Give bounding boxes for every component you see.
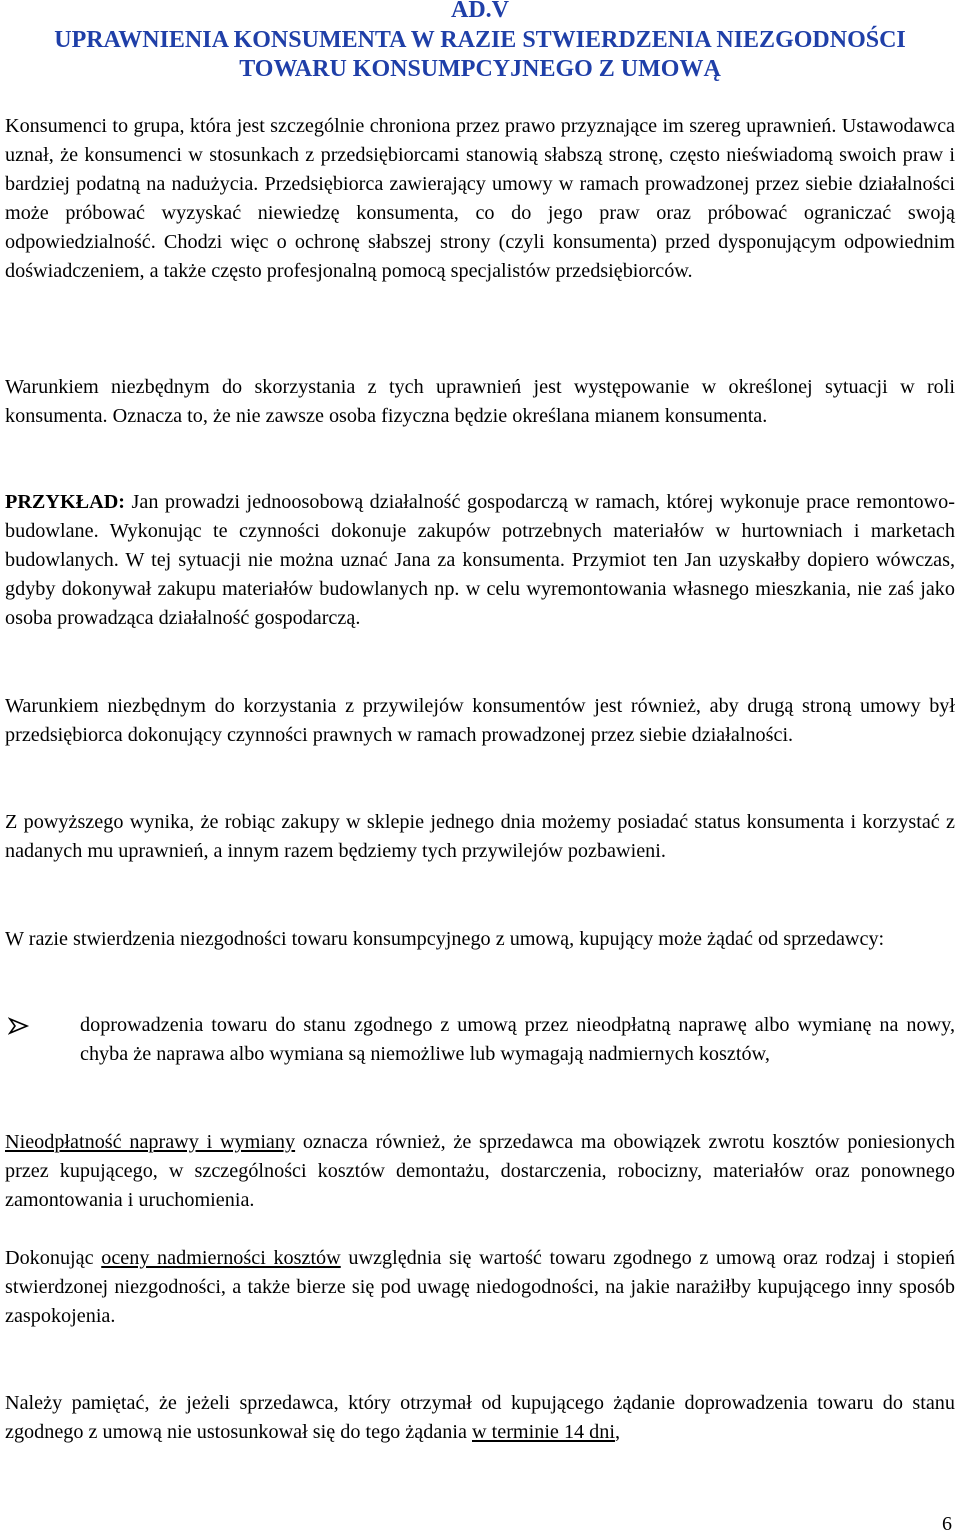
- list-item: [0, 1011, 960, 1069]
- cost-assessment-text: uwzględnia się wartość towaru zgodnego z umową oraz rodzaj i stopień stwierdzonej niezgodności, a także bierze się pod uwagę niedogodności, na jakie narażiłby kupującego inny sposób zaspokojenia.: [5, 1247, 955, 1327]
- section-title-line-1: UPRAWNIENIA KONSUMENTA W RAZIE STWIERDZENIA NIEZGODNOŚCI: [54, 27, 906, 53]
- deadline-term: w terminie 14 dni: [472, 1421, 615, 1443]
- paragraph-example: [5, 488, 955, 633]
- cost-assessment-lead: Dokonując: [5, 1247, 102, 1269]
- list-item-text: doprowadzenia towaru do stanu zgodnego z umową przez nieodpłatną naprawę albo wymianę na nowy, chyba że naprawa albo wymiana są niemożliwe lub wymagają nadmiernych kosztów,: [80, 1014, 955, 1065]
- demands-list: [0, 1011, 960, 1069]
- paragraph-cost-assessment: [5, 1244, 955, 1331]
- cost-assessment-term: oceny nadmierności kosztów: [101, 1247, 341, 1269]
- paragraph-consumer-condition: Warunkiem niezbędnym do skorzystania z tych uprawnień jest występowanie w określonej sytuacji w roli konsumenta. Oznacza to, że nie zawsze osoba fizyczna będzie określana mianem konsumenta.: [5, 376, 955, 427]
- free-repair-term: Nieodpłatność naprawy i wymiany: [5, 1131, 296, 1153]
- arrow-bullet-icon: [8, 1017, 30, 1035]
- section-title-line-2: TOWARU KONSUMPCYJNEGO Z UMOWĄ: [239, 56, 721, 82]
- deadline-end: ,: [614, 1421, 621, 1443]
- page-number: 6: [942, 1513, 952, 1535]
- paragraph-buyer-demands: W razie stwierdzenia niezgodności towaru konsumpcyjnego z umową, kupujący może żądać od sprzedawcy:: [5, 928, 885, 950]
- example-text: Jan prowadzi jednoosobową działalność gospodarczą w ramach, której wykonuje prace remontowo-budowlane. Wykonując te czynności dokonuje zakupów potrzebnych materiałów w hurtowniach i marketach budowlanych. W tej sytuacji nie można uznać Jana za konsumenta. Przymiot ten Jan uzyskałby dopiero wówczas, gdyby dokonywał zakupu materiałów budowlanych np. w celu wyremontowania własnego mieszkania, nie zaś jako osoba prowadząca działalność gospodarczą.: [5, 491, 955, 629]
- paragraph-consumers-intro: Konsumenci to grupa, która jest szczególnie chroniona przez prawo przyznające im szereg uprawnień. Ustawodawca uznał, że konsumenci w stosunkach z przedsiębiorcami stanowią słabszą stronę, często nieświadomą swoich praw i bardziej podatną na nadużycia. Przedsiębiorca zawierający umowy w ramach prowadzonej przez siebie działalności może próbować wyzyskać niewiedzę konsumenta, co do jego praw oraz próbować ograniczać swoją odpowiedzialność. Chodzi więc o ochronę słabszej strony (czyli konsumenta) przed dysponującym odpowiednim doświadczeniem, a także często profesjonalną pomocą specjalistów przedsiębiorców.: [5, 115, 955, 282]
- example-label: PRZYKŁAD:: [5, 491, 126, 513]
- paragraph-status-varies: Z powyższego wynika, że robiąc zakupy w sklepie jednego dnia możemy posiadać status konsumenta i korzystać z nadanych mu uprawnień, a innym razem będziemy tych przywilejów pozbawieni.: [5, 811, 955, 862]
- paragraph-deadline: [5, 1389, 955, 1447]
- deadline-text: Należy pamiętać, że jeżeli sprzedawca, który otrzymał od kupującego żądanie doprowadzenia towaru do stanu zgodnego z umową nie ustosunkował się do tego żądania: [5, 1392, 955, 1443]
- paragraph-entrepreneur-condition: Warunkiem niezbędnym do korzystania z przywilejów konsumentów jest również, aby drugą stroną umowy był przedsiębiorca dokonujący czynności prawnych w ramach prowadzonej przez siebie działalności.: [5, 695, 955, 746]
- section-code: AD.V: [451, 0, 509, 23]
- free-repair-text: oznacza również, że sprzedawca ma obowiązek zwrotu kosztów poniesionych przez kupującego, w szczególności kosztów demontażu, dostarczenia, robocizny, materiałów oraz ponownego zamontowania i uruchomienia.: [5, 1131, 956, 1211]
- paragraph-free-repair: [5, 1128, 955, 1215]
